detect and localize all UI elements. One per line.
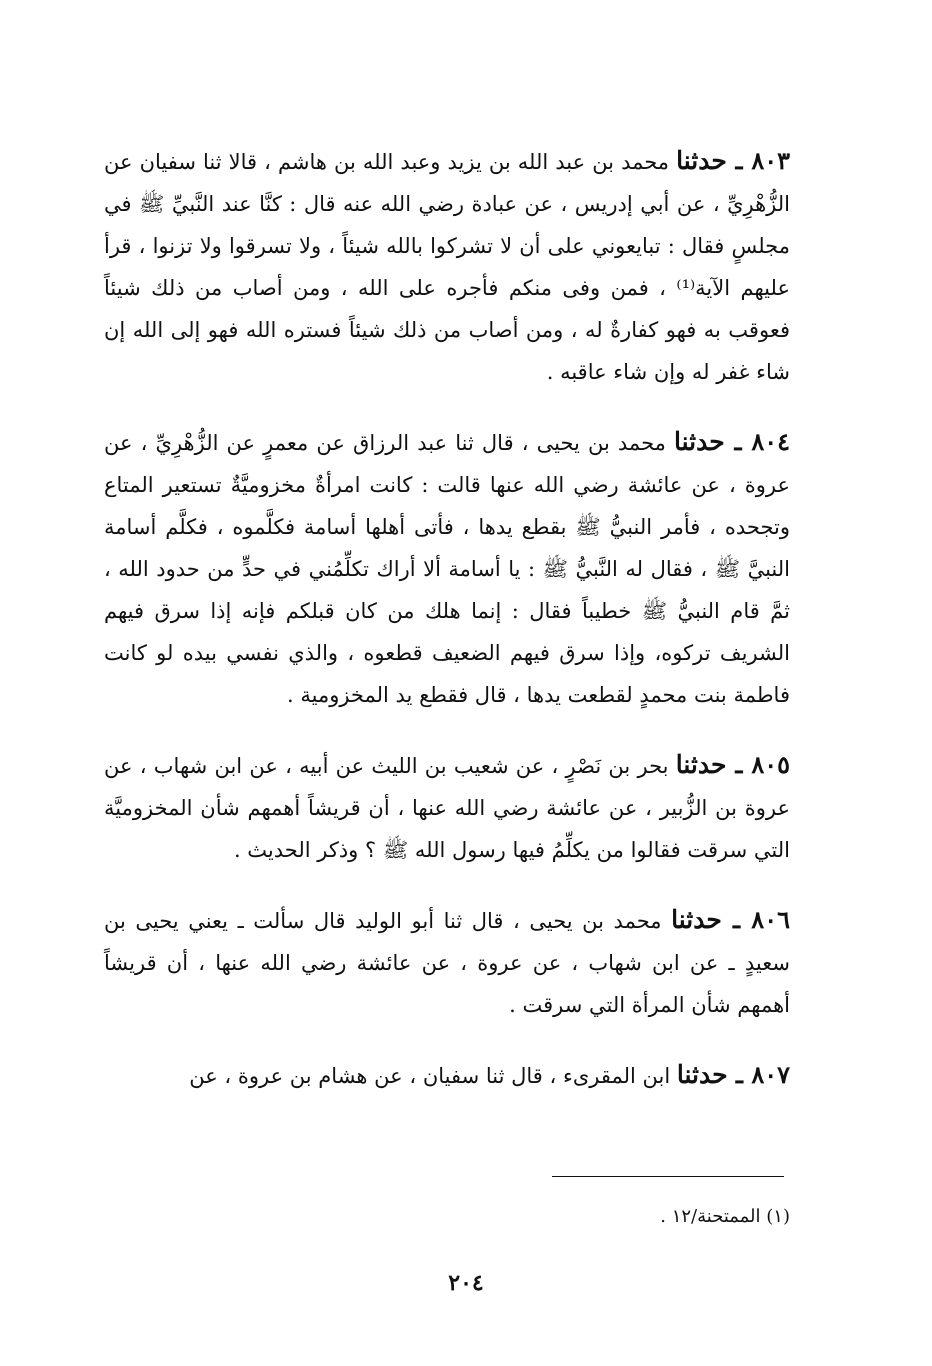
hadith-text: ابن المقرىء ، قال ثنا سفيان ، عن هشام بن عروة ، عن: [189, 1064, 671, 1088]
hadith-807: ٨٠٧ ـ حدثنا ابن المقرىء ، قال ثنا سفيان ، عن هشام بن عروة ، عن: [189, 1060, 790, 1089]
hadith-text: محمد بن يحيى ، قال ثنا عبد الرزاق عن معمرٍ عن الزُّهْرِيِّ ، عن عروة ، عن عائشة رضي الله عنها قالت : كانت امرأةٌ مخزوميَّةٌ تستعير المتاع وتجحده ، فأمر النبيُّ ﷺ بقطع يدها ، فأتى أهلها أسامة فكلَّموه ، فكلَّم أسامة النبيَّ ﷺ ، فقال له النَّبيُّ ﷺ : يا أسامة ألا أراك تكلِّمُني في حدٍّ من حدود الله ، ثمَّ قام النبيُّ ﷺ خطيباً فقال : إنما هلك من كان قبلكم فإنه إذا سرق فيهم الشريف تركوه، وإذا سرق فيهم الضعيف قطعوه ، والذي نفسي بيده لو كانت فاطمة بنت محمدٍ لقطعت يدها ، قال فقطع يد المخزومية .: [104, 431, 790, 707]
hadith-number: ٨٠٥: [751, 750, 790, 779]
hadith-lead: حدثنا: [671, 905, 722, 934]
footnote: (١) الممتحنة/١٢ .: [660, 1206, 790, 1227]
hadith-text: محمد بن عبد الله بن يزيد وعبد الله بن هاشم ، قالا ثنا سفيان عن الزُّهْرِيِّ ، عن أبي إدريس ، عن عبادة رضي الله عنه قال : كنَّا عند النَّبيِّ ﷺ في مجلسٍ فقال : تبايعوني على أن لا تشركوا بالله شيئاً ، ولا تسرقوا ولا تزنوا ، قرأ عليهم الآية⁽¹⁾ ، فمن وفى منكم فأجره على الله ، ومن أصاب من ذلك شيئاً فعوقب به فهو كفارةٌ له ، ومن أصاب من ذلك شيئاً فستره الله فهو إلى الله إن شاء غفر له وإن شاء عاقبه .: [104, 150, 790, 384]
hadith-803: ٨٠٣ ـ حدثنا محمد بن عبد الله بن يزيد وعبد الله بن هاشم ، قالا ثنا سفيان عن الزُّهْرِيِّ ، عن أبي إدريس ، عن عبادة رضي الله عنه قال : كنَّا عند النَّبيِّ ﷺ في مجلسٍ فقال : تبايعوني على أن لا تشركوا بالله شيئاً ، ولا تسرقوا ولا تزنوا ، قرأ عليهم الآية⁽¹⁾ ، فمن وفى منكم فأجره على الله ، ومن أصاب من ذلك شيئاً فعوقب به فهو كفارةٌ له ، ومن أصاب من ذلك شيئاً فستره الله فهو إلى الله إن شاء غفر له وإن شاء عاقبه .: [104, 146, 790, 384]
hadith-text: محمد بن يحيى ، قال ثنا أبو الوليد قال سألت ـ يعني يحيى بن سعيدٍ ـ عن ابن شهاب ، عن عروة ، عن عائشة رضي الله عنها ، أن قريشاً أهمهم شأن المرأة التي سرقت .: [104, 909, 790, 1017]
hadith-number: ٨٠٤: [751, 427, 791, 456]
main-text: [104, 140, 790, 1125]
hadith-number: ٨٠٣: [751, 146, 790, 175]
page-number: ٢٠٤: [448, 1270, 484, 1296]
hadith-806: ٨٠٦ ـ حدثنا محمد بن يحيى ، قال ثنا أبو الوليد قال سألت ـ يعني يحيى بن سعيدٍ ـ عن ابن شهاب ، عن عروة ، عن عائشة رضي الله عنها ، أن قريشاً أهمهم شأن المرأة التي سرقت .: [104, 905, 790, 1017]
hadith-804: ٨٠٤ ـ حدثنا محمد بن يحيى ، قال ثنا عبد الرزاق عن معمرٍ عن الزُّهْرِيِّ ، عن عروة ، عن عائشة رضي الله عنها قالت : كانت امرأةٌ مخزوميَّةٌ تستعير المتاع وتجحده ، فأمر النبيُّ ﷺ بقطع يدها ، فأتى أهلها أسامة فكلَّموه ، فكلَّم أسامة النبيَّ ﷺ ، فقال له النَّبيُّ ﷺ : يا أسامة ألا أراك تكلِّمُني في حدٍّ من حدود الله ، ثمَّ قام النبيُّ ﷺ خطيباً فقال : إنما هلك من كان قبلكم فإنه إذا سرق فيهم الشريف تركوه، وإذا سرق فيهم الضعيف قطعوه ، والذي نفسي بيده لو كانت فاطمة بنت محمدٍ لقطعت يدها ، قال فقطع يد المخزومية .: [104, 427, 791, 707]
hadith-805: ٨٠٥ ـ حدثنا بحر بن نَصْرٍ ، عن شعيب بن الليث عن أبيه ، عن ابن شهاب ، عن عروة بن الزُّبير ، عن عائشة رضي الله عنها ، أن قريشاً أهمهم شأن المخزوميَّة التي سرقت فقالوا من يكلِّمُ فيها رسول الله ﷺ ؟ وذكر الحديث .: [104, 750, 790, 862]
hadith-number: ٨٠٦: [751, 905, 790, 934]
hadith-lead: حدثنا: [676, 146, 727, 175]
footnote-divider: [552, 1176, 784, 1177]
hadith-lead: حدثنا: [675, 750, 727, 779]
hadith-lead: حدثنا: [676, 1060, 728, 1089]
hadith-lead: حدثنا: [674, 427, 725, 456]
hadith-text: بحر بن نَصْرٍ ، عن شعيب بن الليث عن أبيه ، عن ابن شهاب ، عن عروة بن الزُّبير ، عن عائشة رضي الله عنها ، أن قريشاً أهمهم شأن المخزوميَّة التي سرقت فقالوا من يكلِّمُ فيها رسول الله ﷺ ؟ وذكر الحديث .: [104, 754, 790, 862]
hadith-number: ٨٠٧: [751, 1060, 790, 1089]
